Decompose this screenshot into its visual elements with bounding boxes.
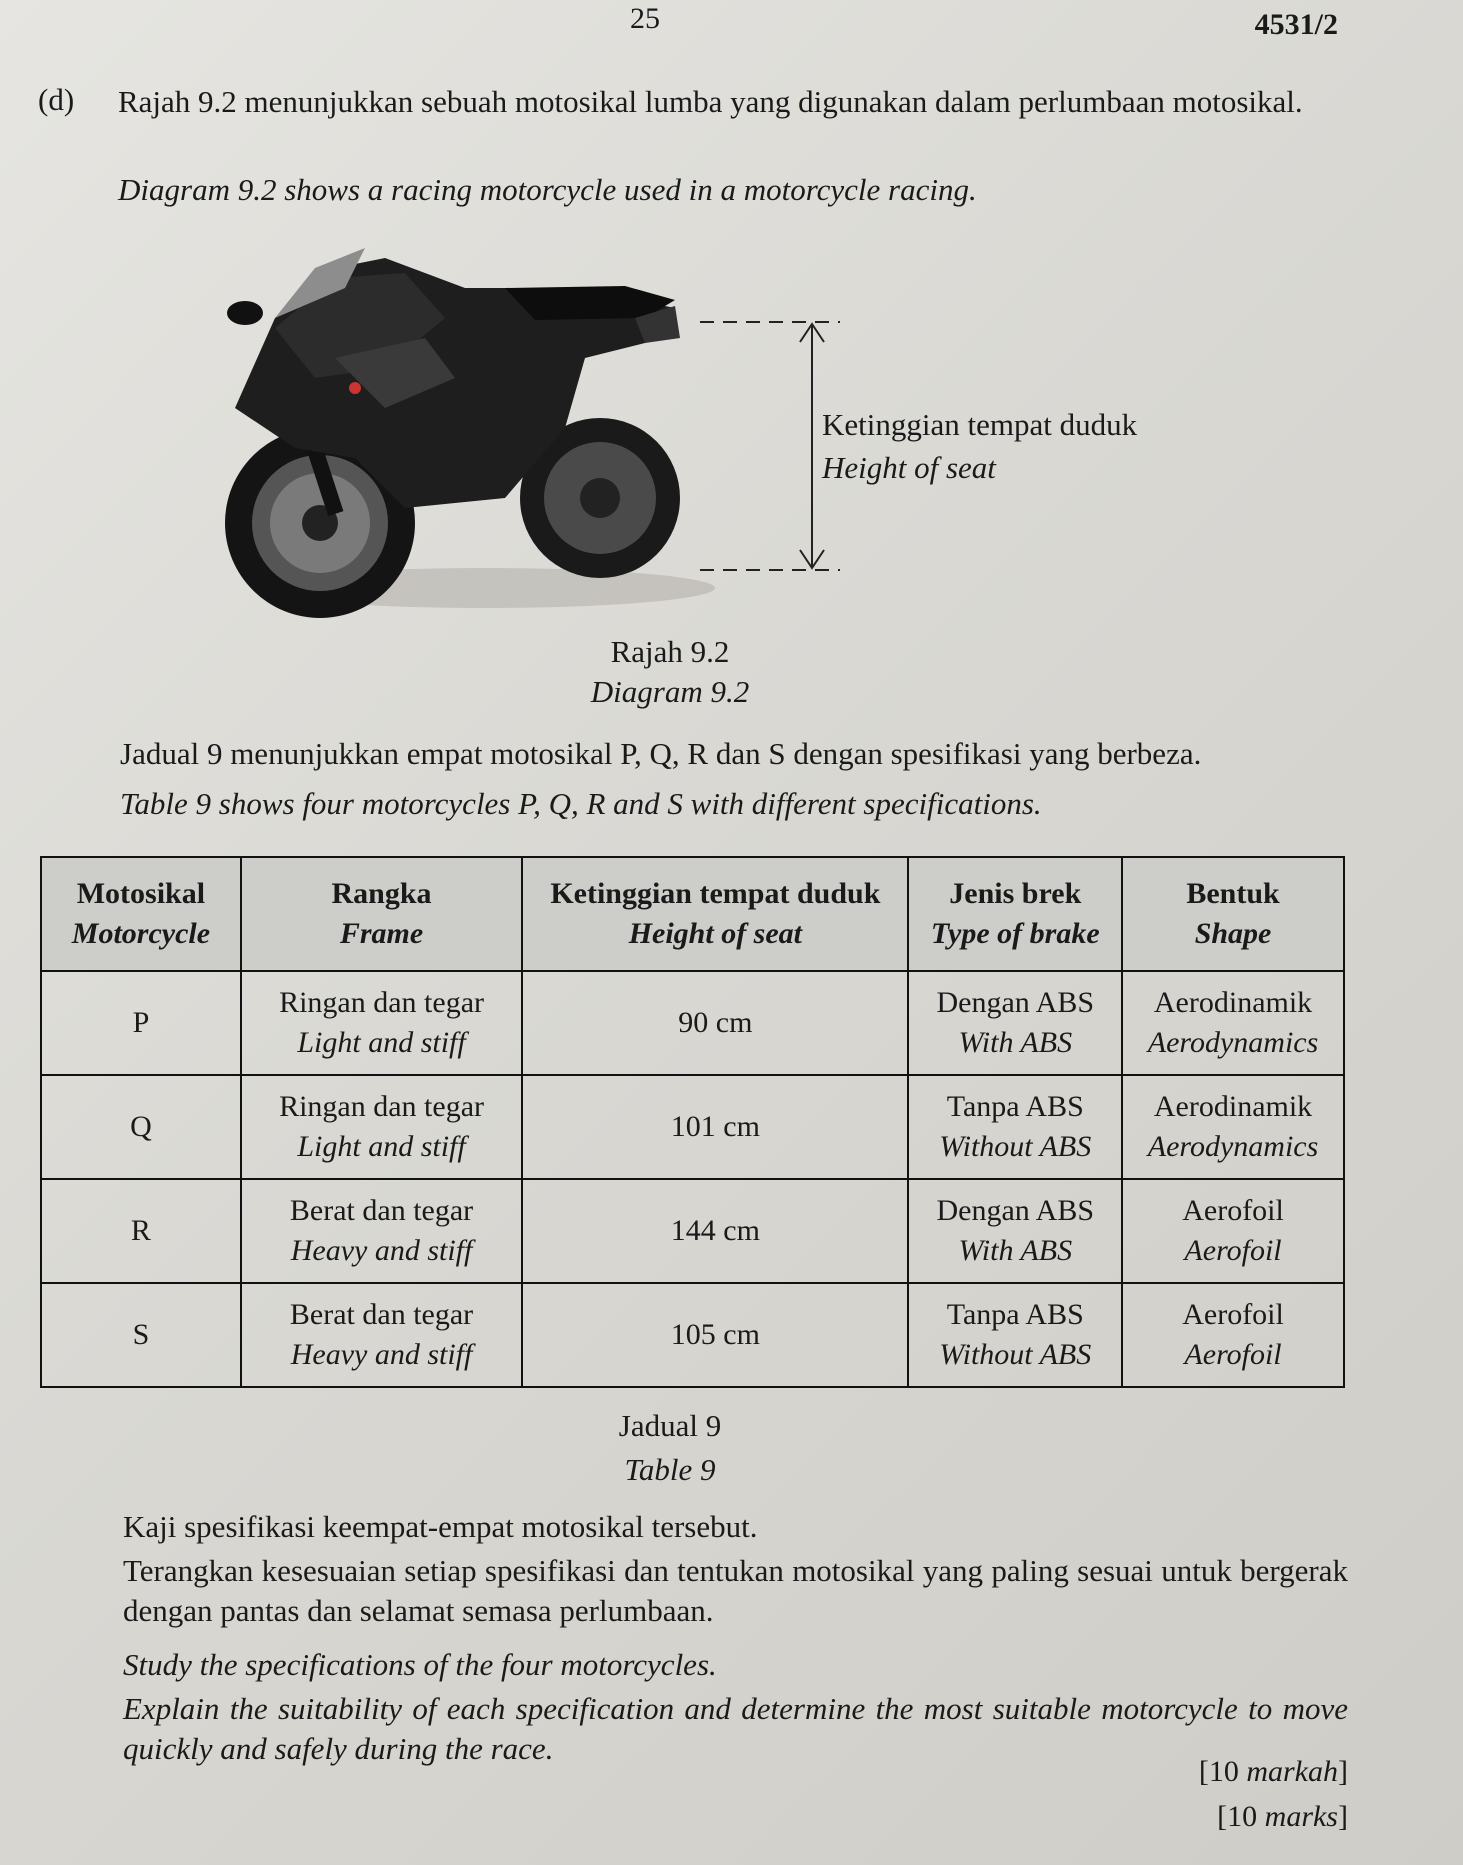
cell-frame: Berat dan tegar Heavy and stiff [241,1179,522,1283]
cell-brake: Dengan ABS With ABS [908,1179,1122,1283]
table-caption-ms: Jadual 9 [618,1408,722,1443]
cell-height: 90 cm [522,971,908,1075]
instruction-line1-ms: Kaji spesifikasi keempat-empat motosikal tersebut. [123,1509,758,1544]
cell-brake: Dengan ABS With ABS [908,971,1122,1075]
racing-motorcycle-image [205,228,725,628]
header-type-of-brake: Jenis brek Type of brake [908,857,1122,971]
cell-height: 105 cm [522,1283,908,1387]
table-caption-en: Table 9 [624,1452,716,1487]
cell-motorcycle: P [41,971,241,1075]
header-motorcycle: Motosikal Motorcycle [41,857,241,971]
table-header-row [41,857,1344,971]
cell-height: 144 cm [522,1179,908,1283]
cell-shape: Aerofoil Aerofoil [1122,1283,1344,1387]
cell-brake: Tanpa ABS Without ABS [908,1075,1122,1179]
header-shape: Bentuk Shape [1122,857,1344,971]
question-text-ms: Rajah 9.2 menunjukkan sebuah motosikal lumba yang digunakan dalam perlumbaan motosikal. [118,84,1303,119]
cell-shape: Aerodinamik Aerodynamics [1122,1075,1344,1179]
table-row [41,971,1344,1075]
paper-code: 4531/2 [1254,8,1338,41]
table-row [41,1075,1344,1179]
height-of-seat-label [822,403,1137,489]
cell-shape: Aerodinamik Aerodynamics [1122,971,1344,1075]
height-label-en: Height of seat [822,450,996,485]
specification-table [40,856,1345,1388]
header-frame: Rangka Frame [241,857,522,971]
table-intro-en: Table 9 shows four motorcycles P, Q, R and S with different specifications. [120,786,1042,821]
cell-frame: Ringan dan tegar Light and stiff [241,971,522,1075]
table-row [41,1283,1344,1387]
cell-frame: Ringan dan tegar Light and stiff [241,1075,522,1179]
page-number: 25 [630,2,660,35]
height-label-ms: Ketinggian tempat duduk [822,407,1138,442]
cell-motorcycle: R [41,1179,241,1283]
table-row [41,1179,1344,1283]
table-intro-ms: Jadual 9 menunjukkan empat motosikal P, Q, R dan S dengan spesifikasi yang berbeza. [120,736,1202,771]
instruction-line2-en: Explain the suitability of each specification and determine the most suitable motorcycle to move quickly and safely during the race. [123,1691,1348,1766]
diagram-caption-ms: Rajah 9.2 [610,634,730,669]
marks-ms: [10 markah] [1198,1755,1348,1788]
question-label: (d) [38,82,75,117]
cell-brake: Tanpa ABS Without ABS [908,1283,1122,1387]
question-text-en: Diagram 9.2 shows a racing motorcycle used in a motorcycle racing. [118,172,977,207]
instruction-line2-ms: Terangkan kesesuaian setiap spesifikasi dan tentukan motosikal yang paling sesuai untuk bergerak dengan pantas dan selamat semasa perlumbaan. [123,1553,1348,1628]
diagram-caption-en: Diagram 9.2 [590,674,750,709]
cell-height: 101 cm [522,1075,908,1179]
cell-frame: Berat dan tegar Heavy and stiff [241,1283,522,1387]
cell-motorcycle: S [41,1283,241,1387]
marks-en: [10 marks] [1217,1800,1348,1833]
header-height-of-seat: Ketinggian tempat duduk Height of seat [522,857,908,971]
cell-shape: Aerofoil Aerofoil [1122,1179,1344,1283]
cell-motorcycle: Q [41,1075,241,1179]
instruction-line1-en: Study the specifications of the four motorcycles. [123,1647,717,1682]
